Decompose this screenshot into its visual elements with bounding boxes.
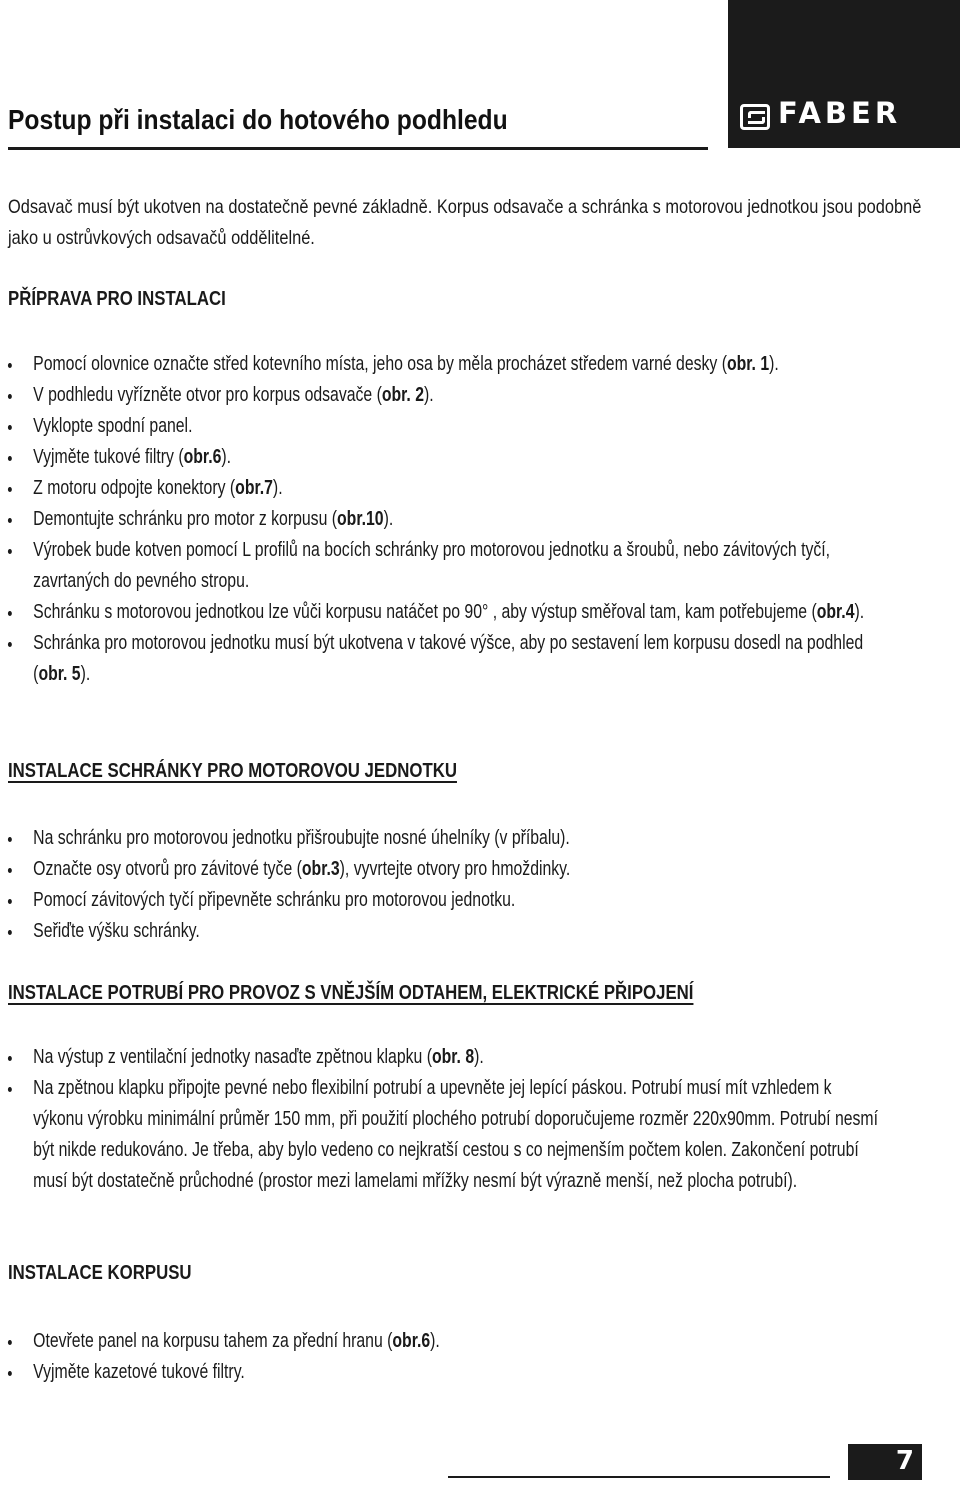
list-item: Pomocí olovnice označte střed kotevního místa, jeho osa by měla procházet středem varné desky (obr. 1). <box>0 349 885 380</box>
list-item: Seřiďte výšku schránky. <box>0 916 885 947</box>
list-item: Na schránku pro motorovou jednotku přišroubujte nosné úhelníky (v příbalu). <box>0 823 885 854</box>
list-item: V podhledu vyřízněte otvor pro korpus odsavače (obr. 2). <box>0 380 885 411</box>
ducting-list <box>0 1042 885 1197</box>
title-divider <box>8 147 708 150</box>
list-item: Vyjměte tukové filtry (obr.6). <box>0 442 885 473</box>
page-number-badge <box>848 1444 922 1480</box>
section-heading-body: INSTALACE KORPUSU <box>8 1262 192 1284</box>
list-item: Označte osy otvorů pro závitové tyče (obr.3), vyvrtejte otvory pro hmoždinky. <box>0 854 885 885</box>
list-item: Vyjměte kazetové tukové filtry. <box>0 1357 885 1388</box>
list-item: Z motoru odpojte konektory (obr.7). <box>0 473 885 504</box>
list-item: Otevřete panel na korpusu tahem za přední hranu (obr.6). <box>0 1326 885 1357</box>
preparation-list <box>0 349 885 690</box>
footer-divider <box>448 1476 830 1478</box>
section-heading-motor-box: INSTALACE SCHRÁNKY PRO MOTOROVOU JEDNOTKU <box>8 760 457 782</box>
list-item: Vyklopte spodní panel. <box>0 411 885 442</box>
list-item: Pomocí závitových tyčí připevněte schránku pro motorovou jednotku. <box>0 885 885 916</box>
brand-logo <box>728 0 960 148</box>
page-number: 7 <box>895 1446 914 1476</box>
intro-text: Odsavač musí být ukotven na dostatečně pevné základně. Korpus odsavače a schránka s motorovou jednotkou jsou podobně jako u ostrůvkových odsavačů oddělitelné. <box>8 196 922 249</box>
logo-text: FABER <box>778 96 902 130</box>
list-item: Demontujte schránku pro motor z korpusu (obr.10). <box>0 504 885 535</box>
list-item: Výrobek bude kotven pomocí L profilů na bocích schránky pro motorovou jednotku a šroubů, nebo závitových tyčí, zavrtaných do pevného stropu. <box>0 535 885 597</box>
intro-paragraph <box>8 192 953 254</box>
section-heading-preparation: PŘÍPRAVA PRO INSTALACI <box>8 288 226 310</box>
motor-box-list <box>0 823 885 947</box>
body-list <box>0 1326 885 1388</box>
list-item: Schránku s motorovou jednotkou lze vůči korpusu natáčet po 90° , aby výstup směřoval tam, kam potřebujeme (obr.4). <box>0 597 885 628</box>
page-title: Postup při instalaci do hotového podhledu <box>8 104 508 135</box>
list-item: Na výstup z ventilační jednotky nasaďte zpětnou klapku (obr. 8). <box>0 1042 885 1073</box>
section-heading-ducting: INSTALACE POTRUBÍ PRO PROVOZ S VNĚJŠÍM ODTAHEM, ELEKTRICKÉ PŘIPOJENÍ <box>8 982 694 1004</box>
list-item: Schránka pro motorovou jednotku musí být ukotvena v takové výšce, aby po sestavení lem korpusu dosedl na podhled (obr. 5). <box>0 628 885 690</box>
list-item: Na zpětnou klapku připojte pevné nebo flexibilní potrubí a upevněte jej lepící páskou. Potrubí musí mít vzhledem k výkonu výrobku minimální průměr 150 mm, při použití plochého potrubí doporučujeme rozměr 220x90mm. Potrubí nesmí být nikde redukováno. Je třeba, aby bylo vedeno co nejkratší cestou s co nejmenším počtem kolen. Zakončení potrubí musí být dostatečně průchodné (prostor mezi lamelami mřížky nesmí být výrazně menší, než plocha potrubí). <box>0 1073 885 1197</box>
faber-logo-icon <box>740 104 770 130</box>
